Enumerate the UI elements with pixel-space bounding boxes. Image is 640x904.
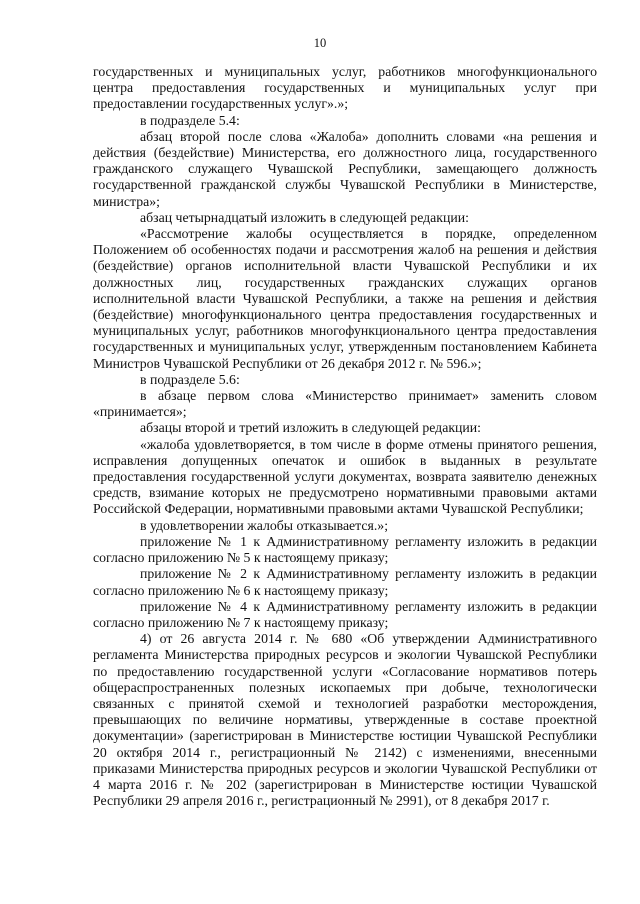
paragraph: в абзаце первом слова «Министерство принимает» заменить словом «принимается»; (93, 388, 597, 420)
paragraph: 4) от 26 августа 2014 г. № 680 «Об утверждении Административного регламента Министерства природных ресурсов и экологии Чувашской Республики по предоставлению государственной услуги «Согласование нормативов потерь общераспространенных полезных ископаемых при добыче, технологически связанных с принятой схемой и технологией разработки месторождения, превышающих по величине нормативы, утвержденные в составе проектной документации» (зарегистрирован в Министерстве юстиции Чувашской Республики 20 октября 2014 г., регистрационный № 2142) с изменениями, внесенными приказами Министерства природных ресурсов и экологии Чувашской Республики от 4 марта 2016 г. № 202 (зарегистрирован в Министерстве юстиции Чувашской Республики 29 апреля 2016 г., регистрационный № 2991), от 8 декабря 2017 г. (93, 631, 597, 809)
document-body (93, 64, 597, 809)
paragraph: «жалоба удовлетворяется, в том числе в форме отмены принятого решения, исправления допущенных опечаток и ошибок в выданных в результате предоставления государственной услуги документах, возврата заявителю денежных средств, взимание которых не предусмотрено нормативными правовыми актами Российской Федерации, нормативными правовыми актами Чувашской Республики; (93, 436, 597, 517)
page-number: 10 (313, 36, 327, 50)
paragraph: приложение № 4 к Административному регламенту изложить в редакции согласно приложению № 7 к настоящему приказу; (93, 598, 597, 630)
paragraph: абзац четырнадцатый изложить в следующей редакции: (140, 209, 469, 225)
paragraph: в подразделе 5.4: (140, 112, 240, 128)
paragraph: приложение № 2 к Административному регламенту изложить в редакции согласно приложению № 6 к настоящему приказу; (93, 566, 597, 598)
paragraph: «Рассмотрение жалобы осуществляется в порядке, определенном Положением об особенностях подачи и рассмотрения жалоб на решения и действия (бездействие) органов исполнительной власти Чувашской Республики и их должностных лиц, государственных гражданских служащих органов исполнительной власти Чувашской Республики, а также на решения и действия (бездействие) многофункционального центра предоставления государственных и муниципальных услуг, работников многофункционального центра предоставления государственных и муниципальных услуг, утвержденным постановлением Кабинета Министров Чувашской Республики от 26 декабря 2012 г. № 596.»; (93, 226, 597, 371)
paragraph: в подразделе 5.6: (140, 371, 240, 387)
paragraph: абзацы второй и третий изложить в следующей редакции: (140, 420, 482, 436)
paragraph: в удовлетворении жалобы отказывается.»; (140, 517, 389, 533)
paragraph: государственных и муниципальных услуг, работников многофункционального центра предоставления государственных и муниципальных услуг при предоставлении государственных услуг».»; (93, 64, 597, 112)
paragraph: абзац второй после слова «Жалоба» дополнить словами «на решения и действия (бездействие) Министерства, его должностного лица, государственного гражданского служащего Чувашской Республики, замещающего должность государственной гражданской службы Чувашской Республики в Министерстве, министра»; (93, 128, 597, 209)
paragraph: приложение № 1 к Административному регламенту изложить в редакции согласно приложению № 5 к настоящему приказу; (93, 533, 597, 566)
